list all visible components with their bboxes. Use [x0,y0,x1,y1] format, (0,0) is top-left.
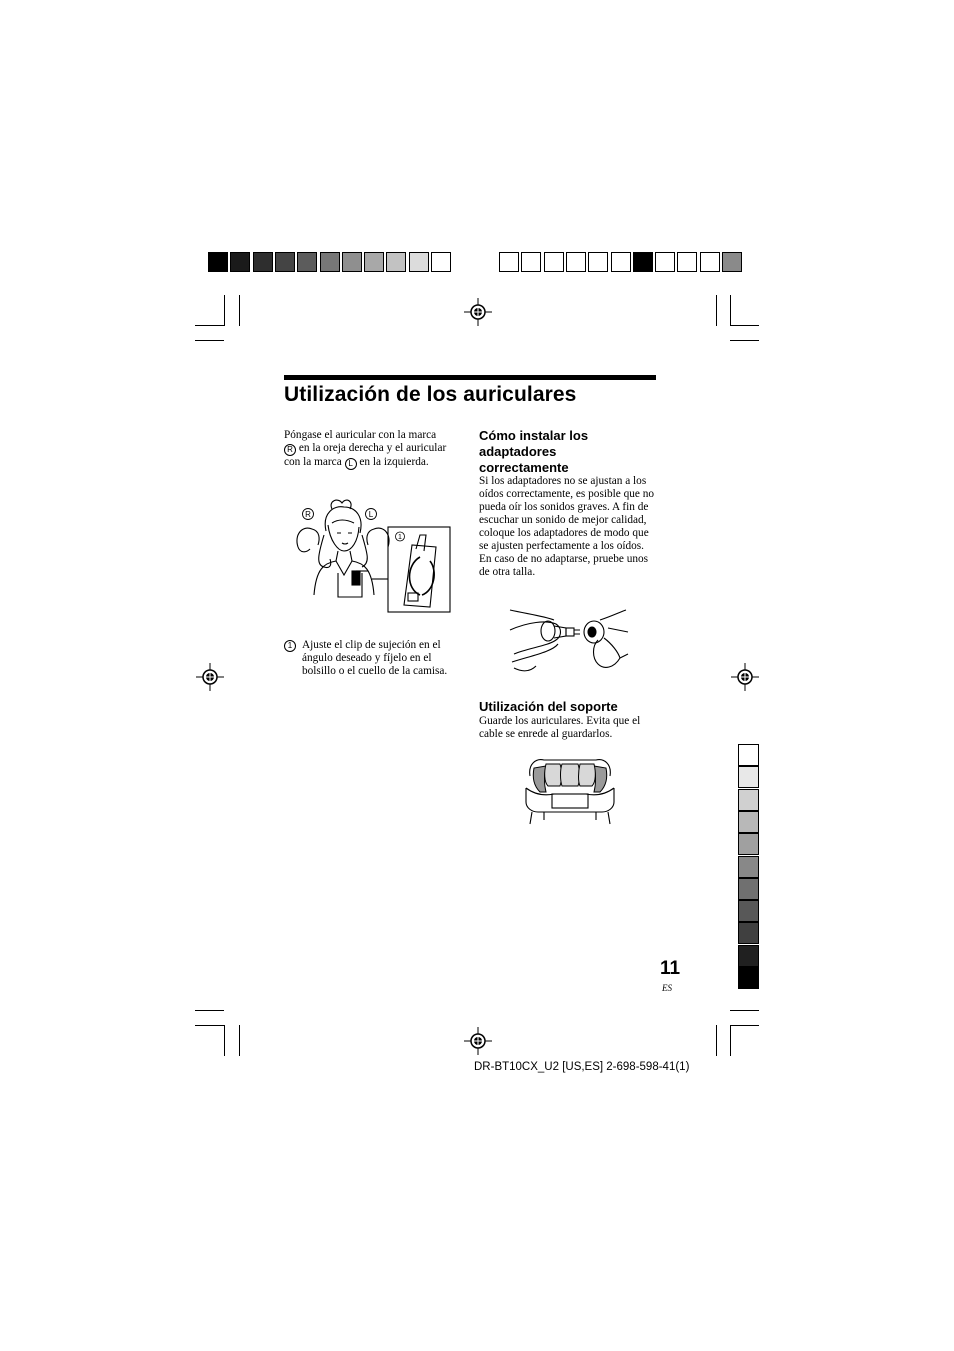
side-tab [738,945,759,967]
step-1-text: Ajuste el clip de sujeción en el ángulo deseado y fíjelo en el bolsillo o el cuello de la camisa. [302,639,448,677]
register-swatch [611,252,631,272]
gray-swatch [253,252,273,272]
page-title: Utilización de los auriculares [284,383,577,406]
intro-text: en la izquierda. [359,456,429,468]
page-language: ES [662,983,672,993]
crop-mark [239,1025,240,1056]
side-tab [738,789,759,811]
registration-mark-icon [731,663,759,691]
side-tab [738,833,759,855]
section-text-stand: Guarde los auriculares. Evita que el cable se enrede al guardarlos. [479,715,641,740]
registration-mark-icon [464,298,492,326]
l-mark-icon: L [345,458,357,470]
crop-mark [730,295,731,326]
gray-swatch [275,252,295,272]
title-rule [284,375,656,380]
side-tab [738,744,759,766]
section-heading-stand: Utilización del soporte [479,699,618,714]
intro-text: en la oreja derecha y el auricular con la marca [284,442,447,468]
page-number: 11 [660,958,681,979]
gray-swatch [342,252,362,272]
side-tab [738,922,759,944]
side-tab [738,878,759,900]
crop-mark [224,295,225,326]
section-text-adapters: Si los adaptadores no se ajustan a los oídos correctamente, es posible que no pueda oír los sonidos graves. A fin de escuchar un sonido de mejor calidad, coloque los adaptadores de modo que se ajusten perfectamente a los oídos. En caso de no adaptarse, pruebe unos de otra talla. [479,475,655,578]
stand-illustration [524,754,616,826]
intro-paragraph [284,429,464,470]
register-swatch [499,252,519,272]
crop-mark [195,1010,224,1011]
side-tab [738,856,759,878]
gray-swatch [409,252,429,272]
step-1-number-icon: 1 [284,640,296,652]
crop-mark [195,340,224,341]
side-tab [738,766,759,788]
register-swatch [588,252,608,272]
register-swatch [677,252,697,272]
intro-text: Póngase el auricular con la marca [284,429,437,441]
gray-swatch [320,252,340,272]
wearing-headphones-illustration [290,495,455,615]
crop-mark [224,1025,225,1056]
gray-swatch [431,252,451,272]
gray-swatch [230,252,250,272]
crop-mark [730,325,759,326]
crop-mark [716,1025,717,1056]
registration-mark-icon [464,1027,492,1055]
register-swatch [655,252,675,272]
document-code: DR-BT10CX_U2 [US,ES] 2-698-598-41(1) [474,1061,690,1073]
step-1 [284,639,464,678]
register-swatch [566,252,586,272]
register-swatch [722,252,742,272]
register-swatch [521,252,541,272]
side-tab [738,811,759,833]
crop-mark [730,1010,759,1011]
crop-mark [195,325,224,326]
crop-mark [239,295,240,326]
gray-swatch [364,252,384,272]
r-mark-icon: R [284,444,296,456]
crop-mark [730,1025,759,1026]
crop-mark [716,295,717,326]
adapter-install-illustration [508,606,630,674]
gray-swatch [386,252,406,272]
side-tab [738,900,759,922]
registration-mark-icon [196,663,224,691]
register-swatch [633,252,653,272]
register-swatch [544,252,564,272]
crop-mark [730,340,759,341]
crop-mark [730,1025,731,1056]
section-heading-adapters: Cómo instalar los adaptadores correctamente [479,428,589,475]
side-tab [738,967,759,989]
gray-swatch [208,252,228,272]
gray-swatch [297,252,317,272]
l-label: L [368,510,374,519]
register-swatch [700,252,720,272]
r-label: R [305,510,311,519]
step-1-label: 1 [398,534,402,541]
crop-mark [195,1025,224,1026]
